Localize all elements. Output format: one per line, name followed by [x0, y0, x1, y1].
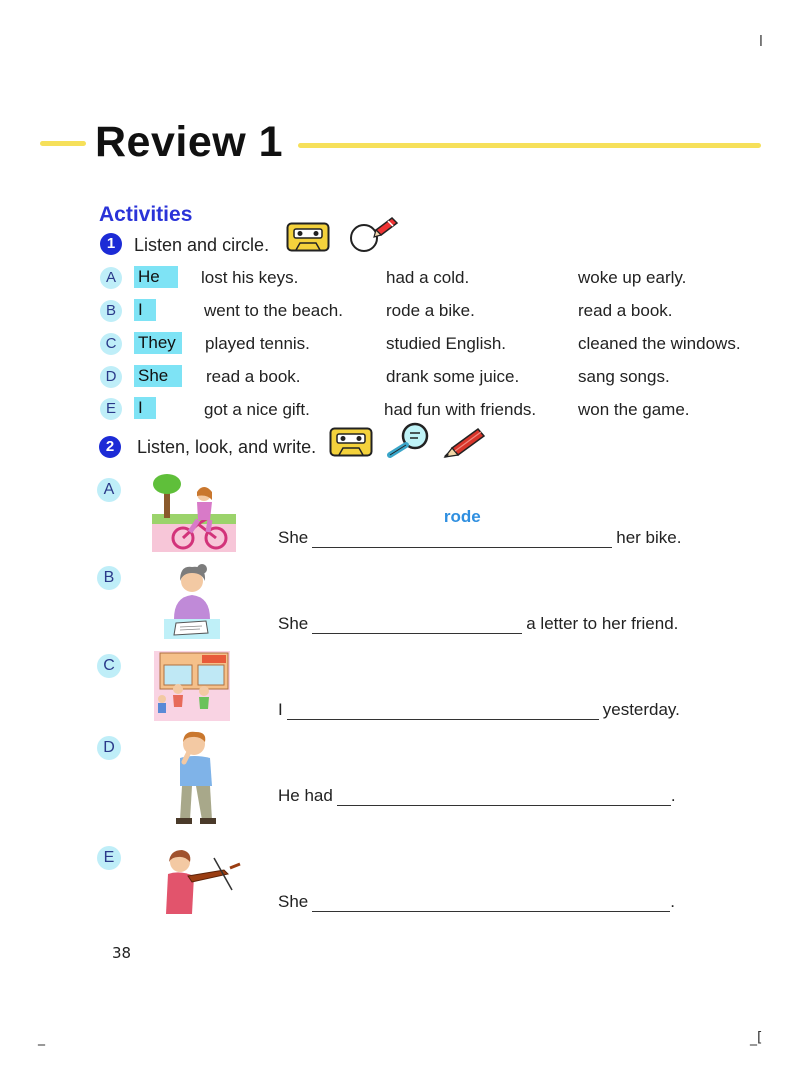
row-letter: C: [100, 333, 122, 355]
page-title: Review 1: [95, 118, 284, 166]
boy-with-cold-illustration: [170, 728, 222, 826]
row-letter: E: [100, 398, 122, 420]
exercise-1-instruction: Listen and circle.: [134, 235, 270, 255]
option-1[interactable]: went to the beach.: [204, 301, 343, 320]
magnifier-icon: [384, 422, 434, 458]
row-pronoun: I: [134, 397, 156, 419]
crop-mark-bottom-left: _: [38, 1030, 45, 1046]
row-letter: B: [100, 300, 122, 322]
exercise-2-number: 2: [99, 436, 121, 458]
row-pronoun: They: [134, 332, 182, 354]
sentence-end: .: [670, 892, 675, 911]
option-2[interactable]: rode a bike.: [386, 301, 475, 320]
crop-mark-top-right: l: [759, 34, 763, 50]
exercise-2-instruction: Listen, look, and write.: [137, 437, 317, 457]
sentence-c: [278, 700, 680, 720]
answer-blank[interactable]: [312, 615, 522, 634]
row-pronoun: She: [134, 365, 182, 387]
item-letter-b: B: [97, 566, 121, 590]
cassette-icon: [329, 427, 373, 457]
girl-riding-bike-illustration: [152, 474, 236, 552]
woman-writing-letter-illustration: [162, 563, 222, 639]
row-pronoun: He: [134, 266, 178, 288]
sentence-end: .: [670, 786, 676, 805]
sentence-e: [278, 892, 675, 912]
page-number: 38: [112, 944, 132, 962]
exercise-1-number: 1: [100, 233, 122, 255]
sentence-a: [278, 507, 682, 548]
option-2[interactable]: had fun with friends.: [384, 400, 537, 419]
sentence-end: her bike.: [616, 528, 682, 547]
option-3[interactable]: read a book.: [578, 301, 673, 320]
girl-playing-violin-illustration: [158, 846, 246, 914]
sentence-b: [278, 614, 678, 634]
crop-mark-bottom-right: _[: [750, 1030, 763, 1046]
sentence-end: yesterday.: [602, 700, 680, 719]
section-heading: Activities: [99, 203, 193, 226]
kids-at-toy-store-illustration: [154, 651, 230, 721]
item-letter-c: C: [97, 654, 121, 678]
item-letter-a: A: [97, 478, 121, 502]
item-letter-e: E: [97, 846, 121, 870]
option-1[interactable]: read a book.: [206, 367, 301, 386]
row-letter: A: [100, 267, 122, 289]
sentence-start: He had: [278, 786, 333, 805]
sentence-start: I: [278, 700, 283, 719]
answer-blank[interactable]: [337, 787, 671, 806]
option-2[interactable]: had a cold.: [386, 268, 470, 287]
answer-text: rode: [443, 507, 481, 526]
title-rule-right: [298, 143, 761, 148]
row-letter: D: [100, 366, 122, 388]
answer-blank[interactable]: [287, 701, 599, 720]
row-pronoun: I: [134, 299, 156, 321]
cassette-icon: [286, 222, 330, 252]
option-3[interactable]: cleaned the windows.: [578, 334, 741, 353]
item-letter-d: D: [97, 736, 121, 760]
option-3[interactable]: sang songs.: [578, 367, 670, 386]
title-rule-left: [40, 141, 86, 146]
option-1[interactable]: got a nice gift.: [204, 400, 310, 419]
circle-pen-icon: [348, 214, 400, 254]
sentence-start: She: [278, 892, 309, 911]
option-1[interactable]: played tennis.: [205, 334, 310, 353]
option-2[interactable]: drank some juice.: [386, 367, 520, 386]
option-1[interactable]: lost his keys.: [201, 268, 299, 287]
sentence-end: a letter to her friend.: [526, 614, 679, 633]
answer-blank[interactable]: [312, 893, 670, 912]
option-3[interactable]: won the game.: [578, 400, 690, 419]
sentence-start: She: [278, 528, 309, 547]
sentence-d: [278, 786, 676, 806]
sentence-start: She: [278, 614, 309, 633]
pencil-icon: [440, 424, 488, 458]
option-3[interactable]: woke up early.: [578, 268, 687, 287]
option-2[interactable]: studied English.: [386, 334, 507, 353]
answer-blank[interactable]: [312, 507, 612, 548]
